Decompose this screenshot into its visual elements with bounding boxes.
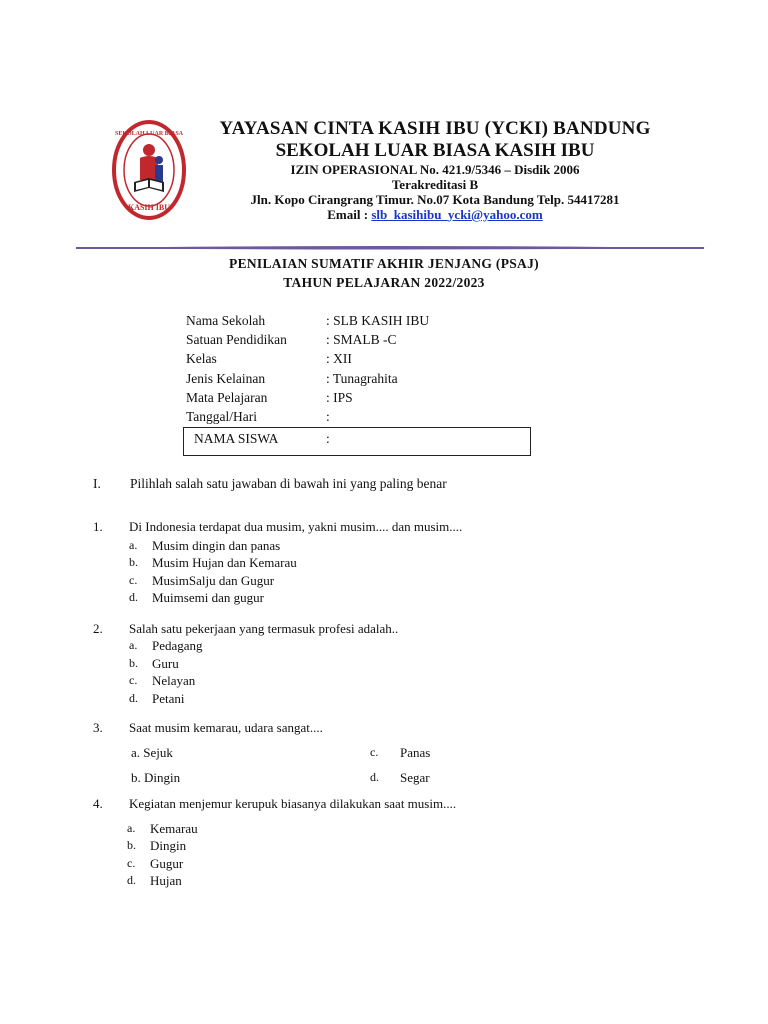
accreditation: Terakreditasi B: [391, 177, 479, 192]
question-text: Di Indonesia terdapat dua musim, yakni musim.... dan musim....: [129, 519, 463, 534]
student-name-value: :: [326, 431, 330, 446]
info-value: : SMALB -C: [326, 332, 397, 347]
option-text: Pedagang: [152, 638, 203, 653]
info-label: Nama Sekolah: [186, 313, 266, 328]
question-number: 2.: [93, 621, 103, 636]
question-text: Saat musim kemarau, udara sangat....: [129, 720, 323, 735]
option-text: Petani: [152, 691, 185, 706]
option-letter: c.: [129, 573, 138, 587]
option-letter: a.: [129, 538, 138, 552]
student-name-label: NAMA SISWA: [194, 431, 279, 446]
option-letter: d.: [370, 770, 379, 784]
option-text: Nelayan: [152, 673, 196, 688]
info-label: Kelas: [186, 351, 217, 366]
option-letter: d.: [129, 590, 138, 604]
option-text: MusimSalju dan Gugur: [152, 573, 275, 588]
option-text: Sejuk: [143, 745, 173, 760]
option-letter: a.: [127, 821, 136, 835]
academic-year: TAHUN PELAJARAN 2022/2023: [283, 275, 485, 290]
option-text: Gugur: [150, 856, 184, 871]
question-text: Kegiatan menjemur kerupuk biasanya dilakukan saat musim....: [129, 796, 457, 811]
option-letter: a.: [131, 745, 141, 760]
school-email: [185, 207, 685, 223]
option-text: Panas: [400, 745, 431, 760]
school-name: SEKOLAH LUAR BIASA KASIH IBU: [275, 140, 595, 161]
question-number: 4.: [93, 796, 103, 811]
info-value: : IPS: [326, 390, 353, 405]
section-instruction: Pilihlah salah satu jawaban di bawah ini yang paling benar: [130, 476, 447, 491]
option-text: Hujan: [150, 873, 182, 888]
option-text: Kemarau: [150, 821, 198, 836]
option-text: Segar: [400, 770, 430, 785]
option-item[interactable]: [131, 745, 173, 761]
option-text: Muimsemi dan gugur: [152, 590, 264, 605]
option-text: Guru: [152, 656, 179, 671]
email-label: Email :: [327, 207, 372, 222]
option-letter: c.: [370, 745, 379, 759]
option-letter: d.: [129, 691, 138, 705]
question-number: 1.: [93, 519, 103, 534]
exam-title: PENILAIAN SUMATIF AKHIR JENJANG (PSAJ): [229, 256, 539, 271]
info-value: : SLB KASIH IBU: [326, 313, 430, 328]
school-logo: [112, 120, 186, 220]
question-number: 3.: [93, 720, 103, 735]
option-letter: a.: [129, 638, 138, 652]
header-divider: [72, 238, 708, 244]
question-text: Salah satu pekerjaan yang termasuk profesi adalah..: [129, 621, 399, 636]
option-text: Musim dingin dan panas: [152, 538, 281, 553]
section-number: I.: [93, 476, 101, 491]
info-value: : XII: [326, 351, 352, 366]
email-link[interactable]: slb_kasihibu_ycki@yahoo.com: [371, 207, 543, 222]
info-label: Jenis Kelainan: [186, 371, 266, 386]
option-letter: b.: [131, 770, 141, 785]
option-letter: b.: [129, 555, 138, 569]
school-address: Jln. Kopo Cirangrang Timur. No.07 Kota Bandung Telp. 54417281: [250, 192, 620, 207]
operational-permit: IZIN OPERASIONAL No. 421.9/5346 – Disdik 2006: [290, 162, 580, 177]
info-label: Mata Pelajaran: [186, 390, 268, 405]
info-value[interactable]: :: [326, 409, 330, 424]
info-label: Satuan Pendidikan: [186, 332, 287, 347]
foundation-name: YAYASAN CINTA KASIH IBU (YCKI) BANDUNG: [219, 118, 651, 139]
option-letter: d.: [127, 873, 136, 887]
option-letter: c.: [127, 856, 136, 870]
option-text: Musim Hujan dan Kemarau: [152, 555, 297, 570]
option-item[interactable]: [131, 770, 180, 786]
option-text: Dingin: [150, 838, 187, 853]
option-letter: b.: [129, 656, 138, 670]
info-label: Tanggal/Hari: [186, 409, 258, 424]
option-letter: b.: [127, 838, 136, 852]
info-value: : Tunagrahita: [326, 371, 398, 386]
logo-text-top: SEKOLAH LUAR BIASA: [114, 131, 184, 137]
student-name-box[interactable]: [183, 427, 531, 456]
option-text: Dingin: [144, 770, 181, 785]
logo-text-bottom: KASIH IBU: [127, 203, 171, 212]
option-letter: c.: [129, 673, 138, 687]
